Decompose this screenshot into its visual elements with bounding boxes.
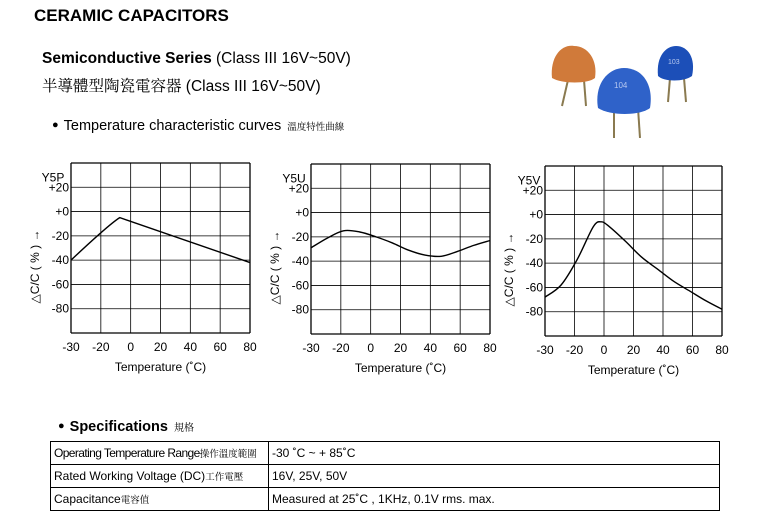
x-tick-label: 40 — [183, 340, 198, 354]
spec-value: -30 ˚C ~ + 85˚C — [269, 442, 720, 465]
y-tick-label: -40 — [525, 256, 543, 271]
y-axis-title: △C/C ( % ) → — [28, 229, 42, 304]
y-tick-label: -40 — [51, 253, 69, 268]
spec-label — [51, 465, 269, 488]
spec-label-cn: 工作電壓 — [205, 472, 244, 483]
x-tick-label: -30 — [302, 341, 320, 355]
spec-label-cn: 操作溫度範圍 — [199, 449, 257, 460]
x-tick-label: -20 — [565, 343, 584, 357]
specs-heading-text: Specifications — [69, 419, 168, 435]
series-label: Y5V — [517, 173, 541, 188]
x-tick-label: 60 — [213, 340, 227, 354]
x-tick-label: 40 — [656, 343, 670, 357]
curves-heading-text: Temperature characteristic curves — [63, 118, 282, 134]
x-axis-title: Temperature (˚C) — [114, 360, 207, 374]
specs-heading: ● Specifications 規格 — [58, 419, 194, 435]
y-tick-label: -60 — [525, 280, 543, 295]
page-title: CERAMIC CAPACITORS — [34, 6, 229, 25]
x-tick-label: 80 — [243, 340, 257, 354]
x-tick-label: 80 — [483, 341, 497, 355]
curves-heading: ● Temperature characteristic curves 溫度特性曲線 — [52, 118, 345, 134]
y-tick-label: +20 — [48, 180, 69, 195]
y-tick-label: -80 — [51, 301, 69, 316]
spec-label — [51, 442, 269, 465]
series-subtitle-cn: 半導體型陶瓷電容器 (Class III 16V~50V) — [42, 78, 321, 95]
x-tick-label: 80 — [715, 343, 729, 357]
x-axis-title: Temperature (˚C) — [587, 363, 680, 377]
chart-1 — [28, 163, 257, 374]
x-tick-label: 0 — [600, 343, 608, 357]
spec-value: 16V, 25V, 50V — [269, 465, 720, 488]
specifications-table — [50, 441, 720, 511]
spec-row — [51, 488, 720, 511]
x-tick-label: 20 — [393, 341, 408, 355]
y-tick-label: -40 — [291, 254, 309, 269]
series-label: Y5U — [282, 171, 306, 186]
chart-3 — [502, 166, 729, 377]
spec-label-en: Rated Working Voltage (DC) — [54, 469, 206, 483]
y-axis-title: △C/C ( % ) → — [268, 230, 282, 305]
y-tick-label: -80 — [525, 304, 543, 319]
x-tick-label: -20 — [92, 340, 110, 354]
specs-heading-cn: 規格 — [173, 423, 194, 434]
x-tick-label: 20 — [626, 343, 641, 357]
x-tick-label: 0 — [367, 341, 375, 355]
curves-heading-cn: 溫度特性曲線 — [287, 122, 345, 133]
series-name: Semiconductive Series — [42, 50, 212, 67]
y-tick-label: -20 — [291, 229, 309, 244]
spec-row — [51, 442, 720, 465]
y-tick-label: +20 — [522, 183, 543, 198]
spec-row — [51, 465, 720, 488]
x-tick-label: 60 — [453, 341, 467, 355]
spec-label-en: Capacitance — [54, 492, 121, 506]
chart-2 — [268, 164, 497, 375]
spec-label-en: Operating Temperature Range — [54, 446, 200, 460]
x-tick-label: 40 — [423, 341, 438, 355]
y-tick-label: +0 — [55, 204, 69, 219]
x-axis-title: Temperature (˚C) — [354, 361, 447, 375]
spec-value: Measured at 25˚C , 1KHz, 0.1V rms. max. — [269, 488, 720, 511]
y-tick-label: -80 — [291, 302, 309, 317]
x-tick-label: 60 — [685, 343, 700, 357]
series-class: (Class III 16V~50V) — [211, 50, 351, 67]
series-label: Y5P — [41, 170, 65, 185]
svg-text:103: 103 — [668, 59, 680, 66]
y-tick-label: +0 — [529, 207, 543, 222]
x-tick-label: 0 — [127, 340, 135, 354]
y-tick-label: -20 — [525, 231, 543, 246]
y-tick-label: -20 — [51, 228, 69, 243]
x-tick-label: -30 — [62, 340, 80, 354]
spec-label — [51, 488, 269, 511]
x-tick-label: 20 — [153, 340, 168, 354]
y-tick-label: +0 — [295, 205, 309, 220]
spec-label-cn: 電容值 — [120, 495, 150, 506]
x-tick-label: -20 — [332, 341, 350, 355]
y-axis-title: △C/C ( % ) → — [502, 232, 516, 307]
x-tick-label: -30 — [536, 343, 554, 357]
y-tick-label: -60 — [51, 277, 69, 292]
y-tick-label: +20 — [288, 181, 309, 196]
y-tick-label: -60 — [291, 278, 309, 293]
svg-text:104: 104 — [614, 81, 628, 90]
